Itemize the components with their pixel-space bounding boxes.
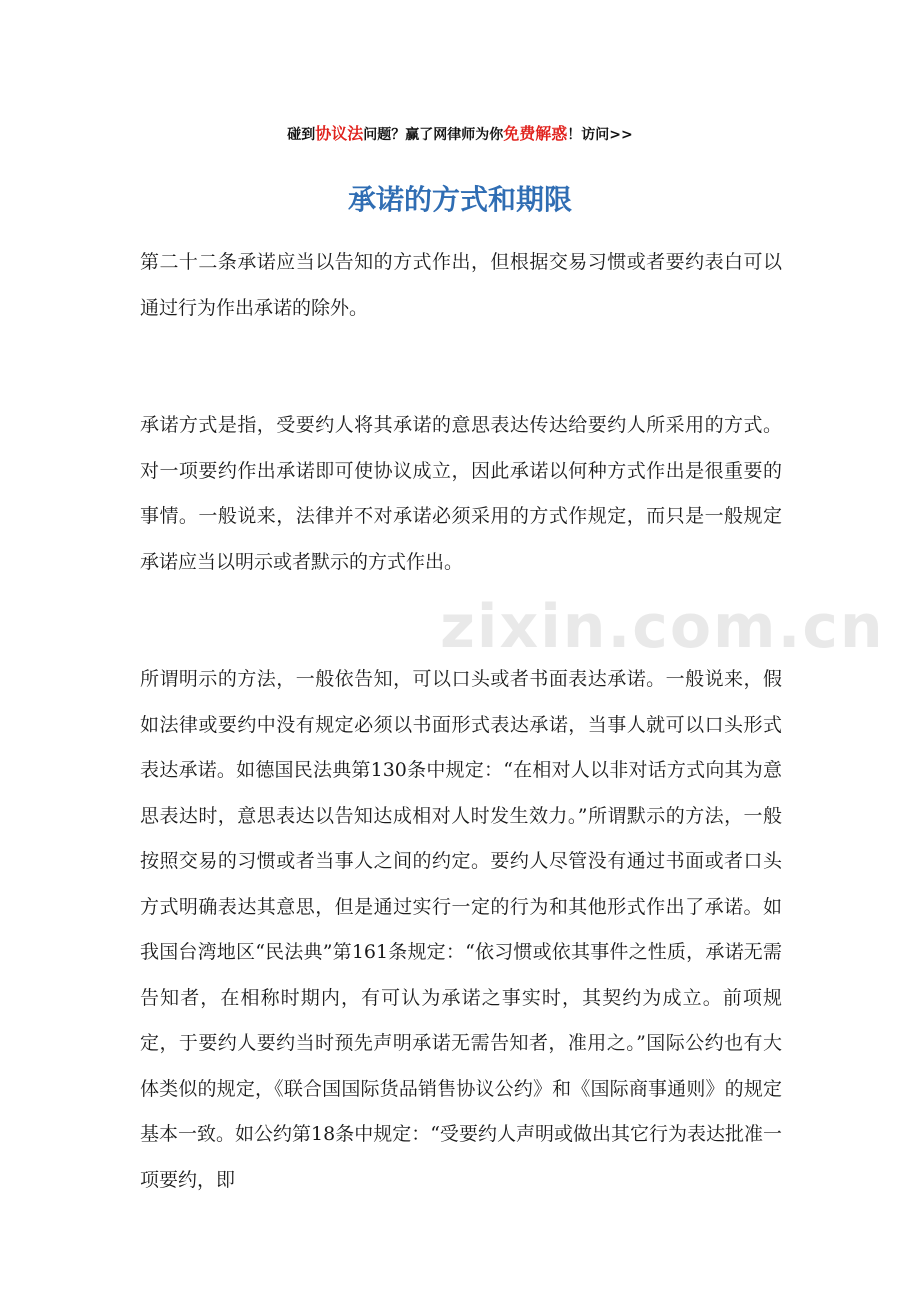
paragraph-1: 第二十二条承诺应当以告知的方式作出，但根据交易习惯或者要约表白可以通过行为作出承诺的除外。 [140,251,782,319]
article-body [140,240,782,1275]
promo-banner [0,122,920,147]
banner-visit-link[interactable]: ！访问>> [567,127,633,143]
page-title: 承诺的方式和期限 [347,183,572,216]
banner-highlight-2: 免费解惑 [503,124,568,143]
paragraph-2: 承诺方式是指，受要约人将其承诺的意思表达传达给要约人所采用的方式。对一项要约作出承诺即可使协议成立，因此承诺以何种方式作出是很重要的事情。一般说来，法律并不对承诺必须采用的方式作规定，而只是一般规定承诺应当以明示或者默示的方式作出。 [140,414,782,573]
banner-text-1: 碰到 [287,127,316,143]
banner-highlight-1: 协议法 [315,124,364,143]
watermark: zixin.com.cn [440,592,885,662]
banner-text-2: 问题？赢了网律师为你 [363,127,504,143]
paragraph-3: 所谓明示的方法，一般依告知，可以口头或者书面表达承诺。一般说来，假如法律或要约中没有规定必须以书面形式表达承诺，当事人就可以口头形式表达承诺。如德国民法典第130条中规定：“在相对人以非对话方式向其为意思表达时，意思表达以告知达成相对人时发生效力。”所谓默示的方法，一般按照交易的习惯或者当事人之间的约定。要约人尽管没有通过书面或者口头方式明确表达其意思，但是通过实行一定的行为和其他形式作出了承诺。如我国台湾地区“民法典”第161条规定：“依习惯或依其事件之性质，承诺无需告知者，在相称时期内，有可认为承诺之事实时，其契约为成立。前项规定，于要约人要约当时预先声明承诺无需告知者，准用之。”国际公约也有大体类似的规定，《联合国国际货品销售协议公约》和《国际商事通则》的规定基本一致。如公约第18条中规定：“受要约人声明或做出其它行为表达批准一项要约，即 [140,668,782,1191]
